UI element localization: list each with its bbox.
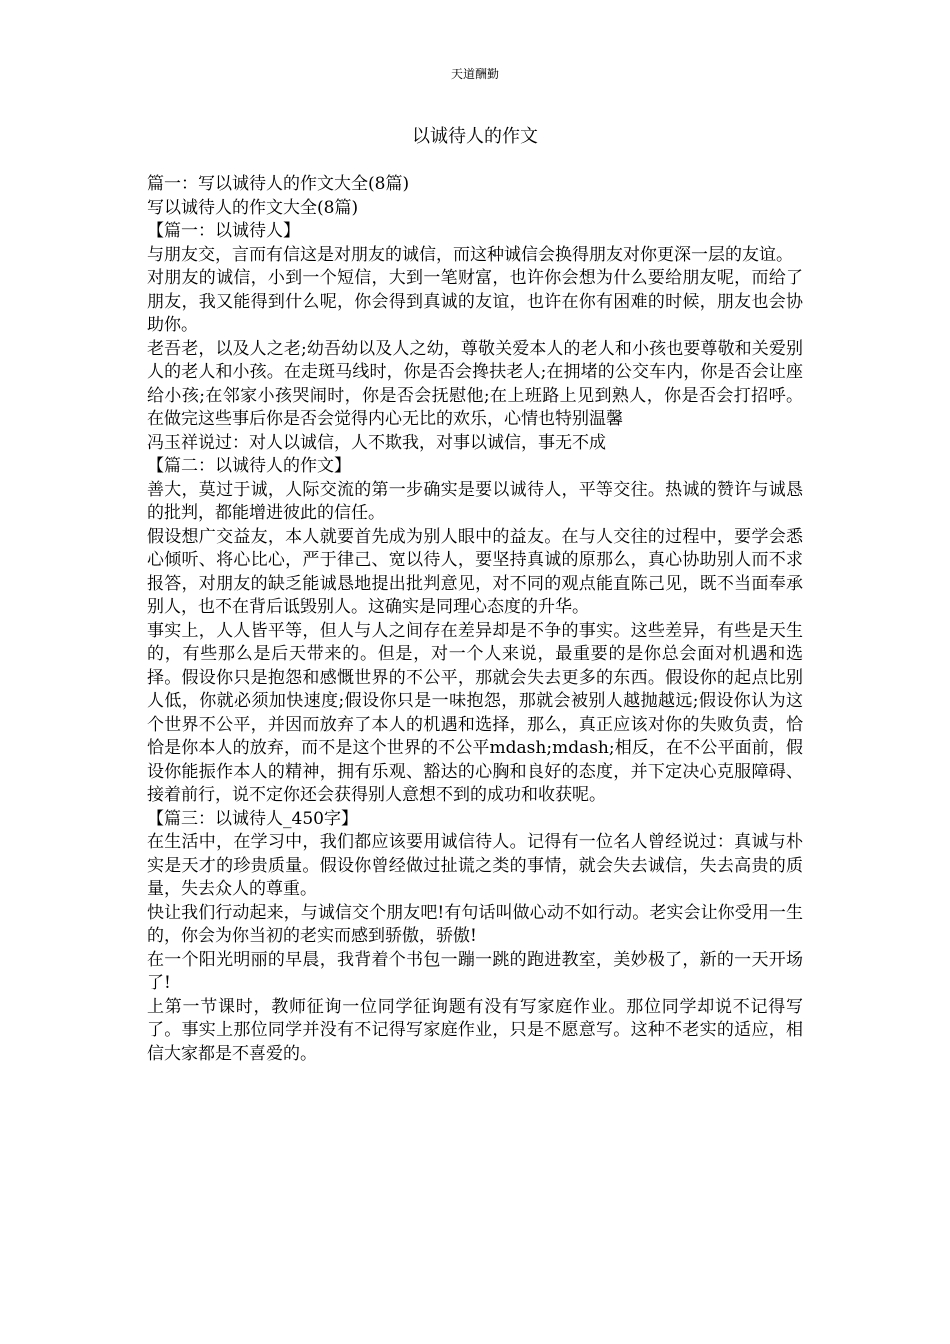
page-header: 天道酬勤 [450,67,499,81]
paragraph: 写以诚待人的作文大全(8篇) [147,197,359,218]
paragraph: 冯玉祥说过：对人以诚信，人不欺我，对事以诚信，事无不成 [147,432,606,453]
section-heading: 【篇三：以诚待人_450字】 [147,808,358,829]
paragraph: 事实上，人人皆平等，但人与人之间存在差异却是不争的事实。这些差异，有些是天生的，有些那么是后天带来的。但是，对一个人来说，最重要的是你总会面对机遇和选择。假设你只是抱怨和感慨世界的不公平，那就会失去更多的东西。假设你的起点比别人低，你就必须加快速度;假设你只是一味抱怨，那就会被别人越抛越远;假设你认为这个世界不公平，并因而放弃了本人的机遇和选择，那么，真正应该对你的失败负责，恰恰是你本人的放弃，而不是这个世界的不公平mdash;mdash;相反，在不公平面前，假设你能振作本人的精神，拥有乐观、豁达的心胸和良好的态度，并下定决心克服障碍、接着前行，说不定你还会获得别人意想不到的成功和收获呢。 [147,620,803,805]
paragraph: 上第一节课时，教师征询一位同学征询题有没有写家庭作业。那位同学却说不记得写了。事实上那位同学并没有不记得写家庭作业，只是不愿意写。这种不老实的适应，相信大家都是不喜爱的。 [147,996,803,1064]
paragraph: 在一个阳光明丽的早晨，我背着个书包一蹦一跳的跑进教室，美妙极了，新的一天开场了! [147,949,803,993]
section-heading: 【篇二：以诚待人的作文】 [147,456,351,476]
document-title: 以诚待人的作文 [412,126,538,147]
paragraph: 善大，莫过于诚，人际交流的第一步确实是要以诚待人，平等交往。热诚的赞许与诚恳的批判，都能增进彼此的信任。 [147,479,803,523]
paragraph: 篇一：写以诚待人的作文大全(8篇) [147,174,410,194]
paragraph: 对朋友的诚信，小到一个短信，大到一笔财富，也许你会想为什么要给朋友呢，而给了朋友，我又能得到什么呢，你会得到真诚的友谊，也许在你有困难的时候，朋友也会协助你。 [147,268,803,335]
paragraph: 快让我们行动起来，与诚信交个朋友吧!有句话叫做心动不如行动。老实会让你受用一生的，你会为你当初的老实而感到骄傲，骄傲! [147,902,803,946]
paragraph: 与朋友交，言而有信这是对朋友的诚信，而这种诚信会换得朋友对你更深一层的友谊。 [147,244,793,265]
paragraph: 在生活中，在学习中，我们都应该要用诚信待人。记得有一位名人曾经说过：真诚与朴实是天才的珍贵质量。假设你曾经做过扯谎之类的事情，就会失去诚信，失去高贵的质量，失去众人的尊重。 [147,832,803,899]
paragraph: 老吾老，以及人之老;幼吾幼以及人之幼，尊敬关爱本人的老人和小孩也要尊敬和关爱别人的老人和小孩。在走斑马线时，你是否会搀扶老人;在拥堵的公交车内，你是否会让座给小孩;在邻家小孩哭闹时，你是否会抚慰他;在上班路上见到熟人，你是否会打招呼。在做完这些事后你是否会觉得内心无比的欢乐，心情也特别温馨 [147,338,803,429]
document-body [147,173,803,1066]
section-heading: 【篇一：以诚待人】 [147,221,300,241]
paragraph: 假设想广交益友，本人就要首先成为别人眼中的益友。在与人交往的过程中，要学会悉心倾听、将心比心，严于律己、宽以待人，要坚持真诚的原那么，真心协助别人而不求报答，对朋友的缺乏能诚恳地提出批判意见，对不同的观点能直陈己见，既不当面奉承别人，也不在背后诋毁别人。这确实是同理心态度的升华。 [147,526,803,617]
